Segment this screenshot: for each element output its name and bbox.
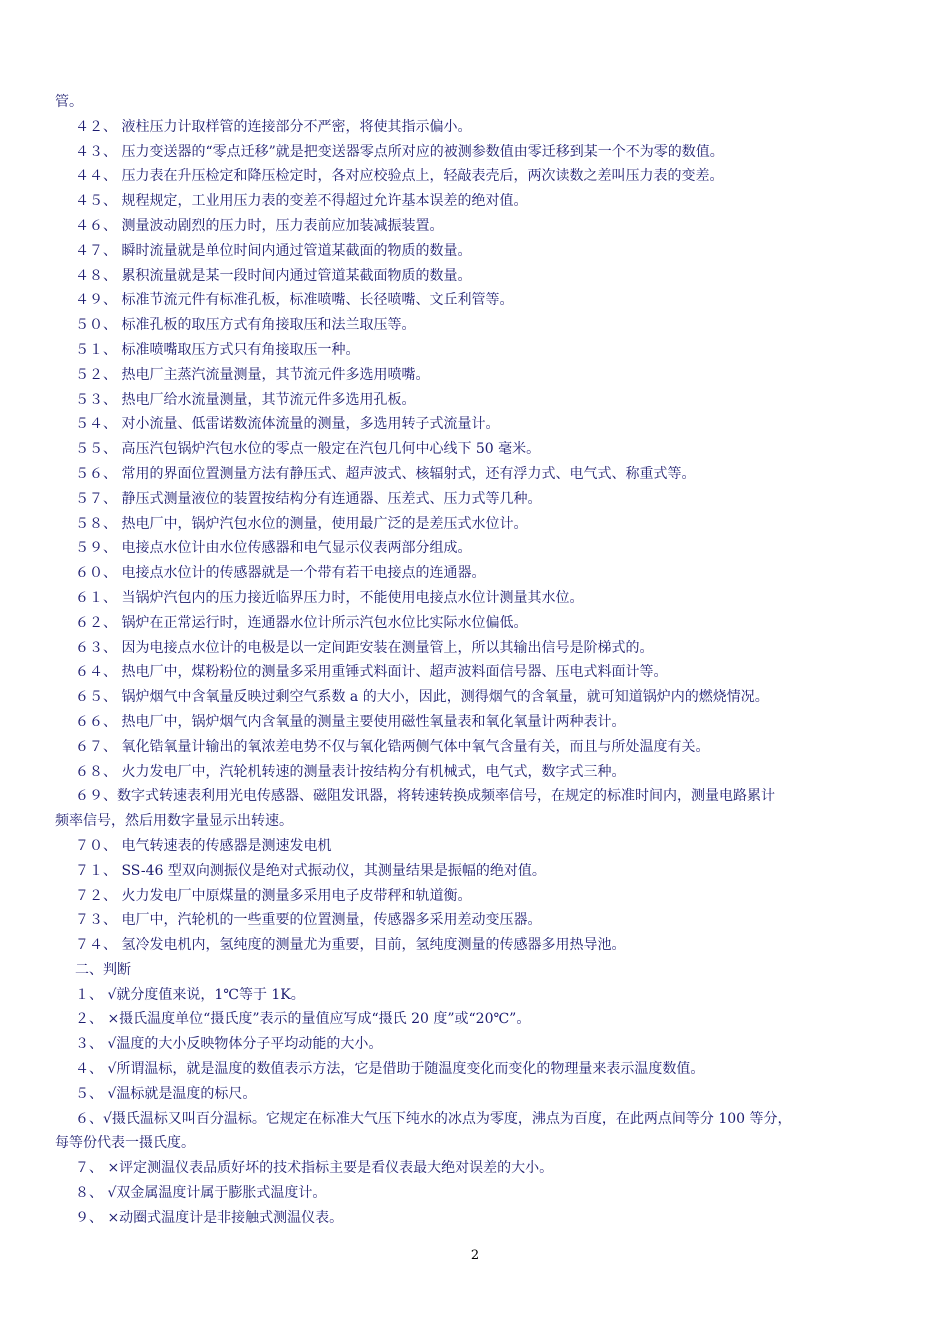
statement-item: ５３、 热电厂给水流量测量，其节流元件多选用孔板。 bbox=[75, 391, 416, 408]
judge-item: ８、 √双金属温度计属于膨胀式温度计。 bbox=[75, 1185, 327, 1202]
statement-item: ７３、 电厂中，汽轮机的一些重要的位置测量，传感器多采用差动变压器。 bbox=[75, 912, 542, 929]
statement-item: ６４、 热电厂中，煤粉粉位的测量多采用重锤式料面计、超声波料面信号器、压电式料面计等。 bbox=[75, 664, 668, 681]
statement-item: ５０、 标准孔板的取压方式有角接取压和法兰取压等。 bbox=[75, 317, 416, 334]
statement-item: ５８、 热电厂中，锅炉汽包水位的测量，使用最广泛的是差压式水位计。 bbox=[75, 515, 528, 532]
statement-item: ４６、 测量波动剧烈的压力时，压力表前应加装减振装置。 bbox=[75, 217, 444, 234]
section-title: 二、判断 bbox=[75, 961, 131, 978]
statement-item: ５９、 电接点水位计由水位传感器和电气显示仪表两部分组成。 bbox=[75, 540, 472, 557]
page-number: 2 bbox=[470, 1248, 480, 1263]
statement-item: ４２、 液柱压力计取样管的连接部分不严密，将使其指示偏小。 bbox=[75, 118, 472, 135]
top-fragment: 管。 bbox=[55, 94, 83, 110]
judge-item: ３、 √温度的大小反映物体分子平均动能的大小。 bbox=[75, 1036, 383, 1053]
statement-item: ７１、 SS-46 型双向测振仪是绝对式振动仪，其测量结果是振幅的绝对值。 bbox=[75, 862, 546, 879]
statement-item: ５６、 常用的界面位置测量方法有静压式、超声波式、核辐射式，还有浮力式、电气式、称重式等。 bbox=[75, 465, 696, 482]
statement-item: ７２、 火力发电厂中原煤量的测量多采用电子皮带秤和轨道衡。 bbox=[75, 887, 472, 904]
statement-item: ６０、 电接点水位计的传感器就是一个带有若干电接点的连通器。 bbox=[75, 565, 486, 582]
statement-item: ６３、 因为电接点水位计的电极是以一定间距安装在测量管上，所以其输出信号是阶梯式的。 bbox=[75, 639, 654, 656]
statement-69-line2: 频率信号，然后用数字量显示出转速。 bbox=[55, 813, 293, 830]
statement-item: ５５、 高压汽包锅炉汽包水位的零点一般定在汽包几何中心线下 50 毫米。 bbox=[75, 441, 541, 458]
statement-item: ６８、 火力发电厂中，汽轮机转速的测量表计按结构分有机械式，电气式，数字式三种。 bbox=[75, 763, 626, 780]
judge-item: １、 √就分度值来说，1℃等于 1K。 bbox=[75, 986, 305, 1003]
statement-item: ６２、 锅炉在正常运行时，连通器水位计所示汽包水位比实际水位偏低。 bbox=[75, 614, 528, 631]
statement-item: ４９、 标准节流元件有标准孔板，标准喷嘴、长径喷嘴、文丘利管等。 bbox=[75, 292, 514, 309]
statement-item: ７０、 电气转速表的传感器是测速发电机 bbox=[75, 837, 332, 854]
statement-item: ７４、 氢冷发电机内，氢纯度的测量尤为重要，目前，氢纯度测量的传感器多用热导池。 bbox=[75, 937, 626, 954]
judge-6-line2: 每等份代表一摄氏度。 bbox=[55, 1135, 195, 1152]
statement-69-line1: ６９、数字式转速表利用光电传感器、磁阻发讯器，将转速转换成频率信号，在规定的标准时间内，测量电路累计 bbox=[75, 788, 775, 805]
judge-item: ５、 √温标就是温度的标尺。 bbox=[75, 1085, 257, 1102]
judge-item: ４、 √所谓温标，就是温度的数值表示方法，它是借助于随温度变化而变化的物理量来表示温度数值。 bbox=[75, 1061, 705, 1078]
statement-item: ５４、 对小流量、低雷诺数流体流量的测量，多选用转子式流量计。 bbox=[75, 416, 500, 433]
statement-item: ６７、 氧化锆氧量计输出的氧浓差电势不仅与氧化锆两侧气体中氧气含量有关，而且与所处温度有关。 bbox=[75, 738, 710, 755]
judge-6-line1: ６、√摄氏温标又叫百分温标。它规定在标准大气压下纯水的冰点为零度，沸点为百度，在此两点间等分 100 等分， bbox=[75, 1110, 792, 1127]
document-body bbox=[55, 90, 905, 1231]
statement-item: ５７、 静压式测量液位的装置按结构分有连通器、压差式、压力式等几种。 bbox=[75, 490, 542, 507]
judge-item: ２、 ×摄氏温度单位“摄氏度”表示的量值应写成“摄氏 20 度”或“20℃”。 bbox=[75, 1011, 531, 1028]
statement-item: ５１、 标准喷嘴取压方式只有角接取压一种。 bbox=[75, 341, 360, 358]
statement-item: ４７、 瞬时流量就是单位时间内通过管道某截面的物质的数量。 bbox=[75, 242, 472, 259]
judge-list-2 bbox=[55, 1156, 905, 1230]
statement-item: ４５、 规程规定，工业用压力表的变差不得超过允许基本误差的绝对值。 bbox=[75, 193, 528, 210]
statement-item: ４３、 压力变送器的“零点迁移”就是把变送器零点所对应的被测参数值由零迁移到某一个不为零的数值。 bbox=[75, 143, 724, 160]
statement-list bbox=[55, 115, 905, 785]
judge-item: ９、 ×动圈式温度计是非接触式测温仪表。 bbox=[75, 1209, 344, 1226]
statement-item: ４８、 累积流量就是某一段时间内通过管道某截面物质的数量。 bbox=[75, 267, 472, 284]
statement-item: ６５、 锅炉烟气中含氧量反映过剩空气系数 a 的大小，因此，测得烟气的含氧量，就可知道锅炉内的燃烧情况。 bbox=[75, 689, 769, 706]
statement-list-2 bbox=[55, 834, 905, 958]
statement-item: ６１、 当锅炉汽包内的压力接近临界压力时，不能使用电接点水位计测量其水位。 bbox=[75, 589, 584, 606]
statement-item: ６６、 热电厂中，锅炉烟气内含氧量的测量主要使用磁性氧量表和氧化氧量计两种表计。 bbox=[75, 713, 626, 730]
judge-item: ７、 ×评定测温仪表品质好坏的技术指标主要是看仪表最大绝对误差的大小。 bbox=[75, 1160, 554, 1177]
judge-list bbox=[55, 983, 905, 1107]
statement-item: ５２、 热电厂主蒸汽流量测量，其节流元件多选用喷嘴。 bbox=[75, 366, 430, 383]
statement-item: ４４、 压力表在升压检定和降压检定时，各对应校验点上，轻敲表壳后，两次读数之差叫压力表的变差。 bbox=[75, 168, 724, 185]
